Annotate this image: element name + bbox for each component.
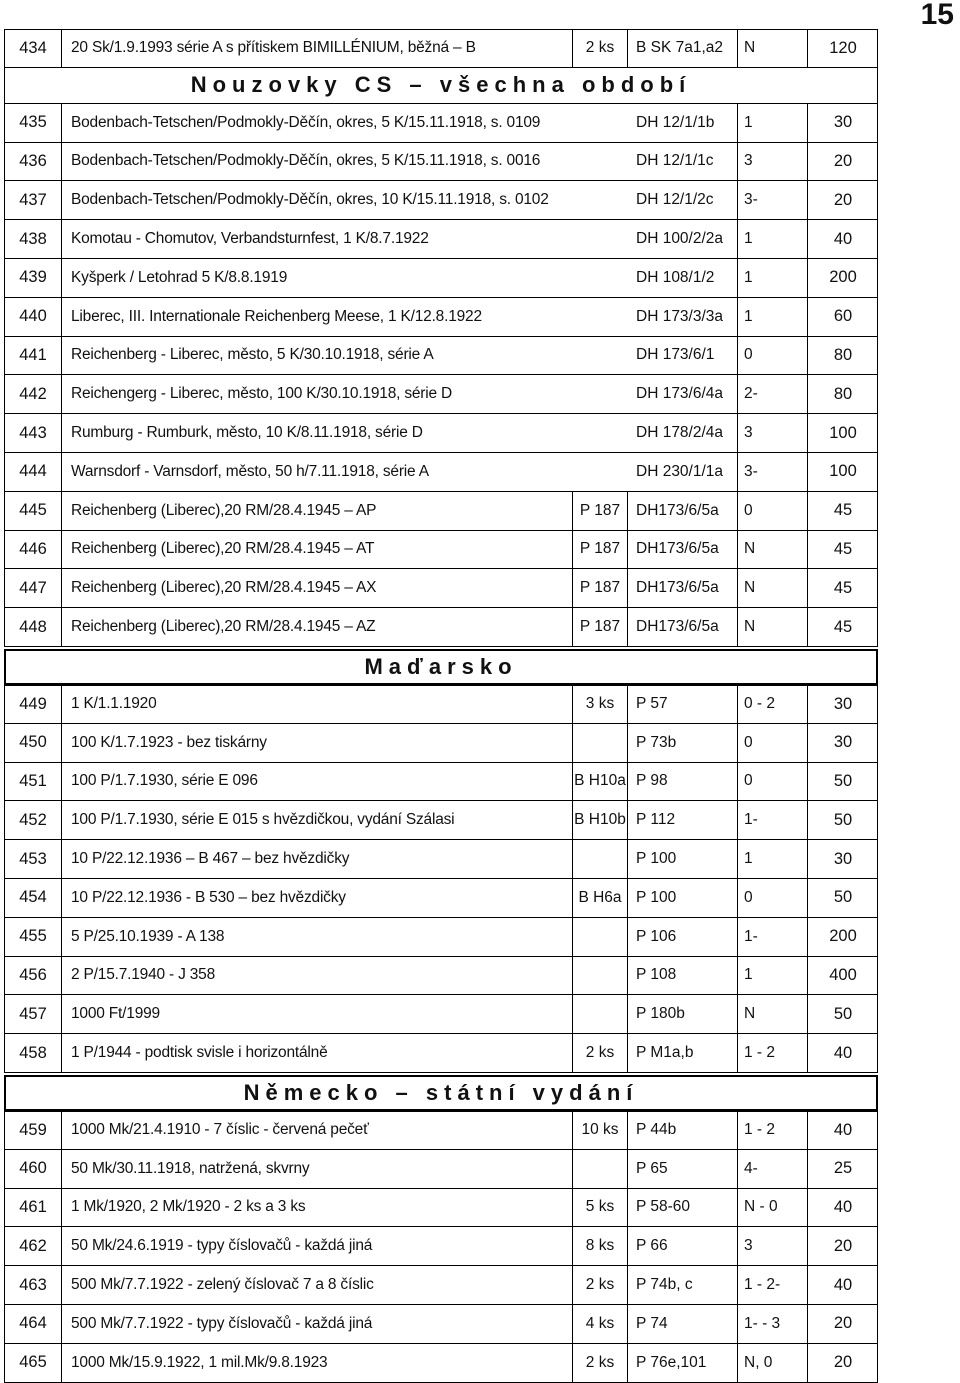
lot-number: 437 <box>5 181 62 219</box>
lot-number: 445 <box>5 492 62 530</box>
item-quantity: B H10a <box>572 763 628 801</box>
table-row <box>4 337 878 376</box>
table-row <box>4 879 878 918</box>
item-description: 100 P/1.7.1930, série E 015 s hvězdičkou, vydání Szálasi <box>71 811 455 829</box>
lot-number: 462 <box>5 1227 62 1265</box>
catalog-reference: P 57 <box>628 686 738 723</box>
item-quantity <box>572 918 628 956</box>
item-condition: 1 <box>738 298 808 336</box>
item-quantity: P 187 <box>572 531 628 569</box>
table-row <box>4 220 878 259</box>
item-description: 5 P/25.10.1939 - A 138 <box>71 927 225 945</box>
table-row <box>4 29 878 68</box>
item-quantity: 8 ks <box>572 1227 628 1265</box>
table-row <box>4 259 878 298</box>
catalog-reference: P 112 <box>628 801 738 839</box>
table-row <box>4 918 878 957</box>
item-condition: 1 <box>738 220 808 258</box>
item-description: Bodenbach-Tetschen/Podmokly-Děčín, okres, 5 K/15.11.1918, s. 0109 <box>71 113 541 131</box>
item-price: 100 <box>829 462 857 481</box>
item-condition: N <box>738 608 808 646</box>
item-price: 80 <box>833 384 853 403</box>
item-description: Rumburg - Rumburk, město, 10 K/8.11.1918, série D <box>71 424 423 442</box>
lot-number: 442 <box>5 375 62 413</box>
lot-number: 434 <box>5 30 62 67</box>
lot-number: 440 <box>5 298 62 336</box>
lot-number: 453 <box>5 840 62 878</box>
item-description: Reichenberg - Liberec, město, 5 K/30.10.1918, série A <box>71 346 434 364</box>
table-row <box>4 492 878 531</box>
catalog-reference: DH173/6/5a <box>628 492 738 530</box>
lot-number: 463 <box>5 1266 62 1304</box>
table-row <box>4 801 878 840</box>
item-description: 1 P/1944 - podtisk svisle i horizontálně <box>71 1044 328 1062</box>
item-quantity: 10 ks <box>572 1112 628 1149</box>
item-condition: 0 <box>738 724 808 762</box>
item-price: 400 <box>829 965 857 984</box>
item-condition: N <box>738 995 808 1033</box>
item-description: 1000 Mk/15.9.1922, 1 mil.Mk/9.8.1923 <box>71 1353 328 1371</box>
item-condition: 2- <box>738 375 808 413</box>
catalog-reference: P 100 <box>628 879 738 917</box>
catalog-reference: P 65 <box>628 1150 738 1188</box>
table-row <box>4 1189 878 1228</box>
table-row <box>4 1227 878 1266</box>
item-description: Reichenberg (Liberec),20 RM/28.4.1945 – AZ <box>71 618 376 636</box>
item-description: Liberec, III. Internationale Reichenberg Meese, 1 K/12.8.1922 <box>71 307 482 325</box>
item-condition: 4- <box>738 1150 808 1188</box>
item-price: 30 <box>833 849 853 868</box>
item-description: 500 Mk/7.7.1922 - typy číslovačů - každá jiná <box>71 1314 373 1332</box>
catalog-reference: P 66 <box>628 1227 738 1265</box>
item-description: 100 K/1.7.1923 - bez tiskárny <box>71 733 267 751</box>
item-condition: 1- <box>738 801 808 839</box>
catalog-reference: P 73b <box>628 724 738 762</box>
lot-number: 450 <box>5 724 62 762</box>
item-price: 80 <box>833 345 853 364</box>
item-quantity: 4 ks <box>572 1305 628 1343</box>
catalog-reference: DH 178/2/4a <box>628 414 738 452</box>
item-condition: 3- <box>738 181 808 219</box>
catalog-reference: P M1a,b <box>628 1034 738 1072</box>
item-condition: N <box>738 30 808 67</box>
section-heading: Německo – státní vydání <box>4 1075 878 1111</box>
lot-number: 456 <box>5 957 62 995</box>
lot-number: 439 <box>5 259 62 297</box>
lot-number: 460 <box>5 1150 62 1188</box>
item-description: Bodenbach-Tetschen/Podmokly-Děčín, okres, 5 K/15.11.1918, s. 0016 <box>71 152 541 170</box>
item-condition: 0 <box>738 337 808 375</box>
table-row <box>4 531 878 570</box>
table-row <box>4 1111 878 1150</box>
item-description: 50 Mk/30.11.1918, natržená, skvrny <box>71 1159 310 1177</box>
table-row <box>4 1034 878 1073</box>
item-description: Bodenbach-Tetschen/Podmokly-Děčín, okres, 10 K/15.11.1918, s. 0102 <box>71 191 549 209</box>
item-condition: 1 - 2- <box>738 1266 808 1304</box>
catalog-reference: DH173/6/5a <box>628 531 738 569</box>
item-quantity: P 187 <box>572 569 628 607</box>
item-description: Komotau - Chomutov, Verbandsturnfest, 1 K/8.7.1922 <box>71 230 429 248</box>
item-description: 1000 Ft/1999 <box>71 1005 160 1023</box>
lot-number: 459 <box>5 1112 62 1149</box>
item-quantity: 2 ks <box>572 1034 628 1072</box>
table-row <box>4 763 878 802</box>
catalog-reference: DH 100/2/2a <box>628 220 738 258</box>
item-description: Kyšperk / Letohrad 5 K/8.8.1919 <box>71 268 288 286</box>
item-description: Reichenberg (Liberec),20 RM/28.4.1945 – AT <box>71 540 375 558</box>
catalog-reference: P 106 <box>628 918 738 956</box>
item-description: 10 P/22.12.1936 – B 467 – bez hvězdičky <box>71 850 350 868</box>
item-price: 50 <box>833 810 853 829</box>
lot-number: 454 <box>5 879 62 917</box>
item-price: 45 <box>833 578 853 597</box>
lot-number: 446 <box>5 531 62 569</box>
item-price: 60 <box>833 307 853 326</box>
lot-number: 436 <box>5 143 62 181</box>
item-price: 30 <box>833 733 853 752</box>
table-row <box>4 104 878 143</box>
lot-number: 441 <box>5 337 62 375</box>
table-row <box>4 375 878 414</box>
section-heading: Nouzovky CS – všechna období <box>4 68 878 104</box>
lot-number: 443 <box>5 414 62 452</box>
item-description: 1 Mk/1920, 2 Mk/1920 - 2 ks a 3 ks <box>71 1198 306 1216</box>
table-row <box>4 414 878 453</box>
item-description: 1000 Mk/21.4.1910 - 7 číslic - červená pečeť <box>71 1121 369 1139</box>
item-condition: 1 - 2 <box>738 1034 808 1072</box>
item-price: 45 <box>833 539 853 558</box>
table-row <box>4 608 878 647</box>
item-description: 50 Mk/24.6.1919 - typy číslovačů - každá jiná <box>71 1237 373 1255</box>
table-row <box>4 453 878 492</box>
item-condition: N <box>738 569 808 607</box>
item-price: 20 <box>833 151 853 170</box>
lot-number: 435 <box>5 104 62 142</box>
catalog-reference: P 98 <box>628 763 738 801</box>
table-row <box>4 569 878 608</box>
lot-number: 464 <box>5 1305 62 1343</box>
item-price: 25 <box>833 1159 853 1178</box>
lot-number: 455 <box>5 918 62 956</box>
item-condition: 0 <box>738 879 808 917</box>
catalog-reference: DH 173/6/4a <box>628 375 738 413</box>
item-description: Reichengerg - Liberec, město, 100 K/30.10.1918, série D <box>71 385 453 403</box>
page-number: 15 <box>920 0 954 31</box>
catalog-reference: P 76e,101 <box>628 1344 738 1382</box>
table-row <box>4 143 878 182</box>
catalog-reference: B SK 7a1,a2 <box>628 30 738 67</box>
catalog-reference: P 58-60 <box>628 1189 738 1227</box>
item-quantity: 2 ks <box>572 1344 628 1382</box>
item-quantity: 2 ks <box>572 1266 628 1304</box>
catalog-reference: DH173/6/5a <box>628 569 738 607</box>
item-quantity: B H6a <box>572 879 628 917</box>
item-description: 500 Mk/7.7.1922 - zelený číslovač 7 a 8 číslic <box>71 1276 374 1293</box>
item-condition: N - 0 <box>738 1189 808 1227</box>
item-quantity: P 187 <box>572 492 628 530</box>
lot-number: 448 <box>5 608 62 646</box>
item-description: Warnsdorf - Varnsdorf, město, 50 h/7.11.1918, série A <box>71 462 429 480</box>
item-condition: 0 <box>738 492 808 530</box>
item-price: 100 <box>829 423 857 442</box>
item-price: 50 <box>833 771 853 790</box>
catalog-reference: DH 108/1/2 <box>628 259 738 297</box>
item-price: 120 <box>829 38 857 57</box>
catalog-reference: DH 12/1/1c <box>628 143 738 181</box>
item-price: 20 <box>833 1314 853 1333</box>
item-condition: 1 <box>738 957 808 995</box>
item-condition: 1 <box>738 259 808 297</box>
section-heading: Maďarsko <box>4 649 878 685</box>
item-condition: 1 - 2 <box>738 1112 808 1149</box>
catalog-table <box>4 29 878 1383</box>
item-price: 40 <box>833 1120 853 1139</box>
lot-number: 438 <box>5 220 62 258</box>
table-row <box>4 1305 878 1344</box>
catalog-reference: P 44b <box>628 1112 738 1149</box>
item-condition: N <box>738 531 808 569</box>
item-price: 45 <box>833 617 853 636</box>
lot-number: 449 <box>5 686 62 723</box>
item-condition: 3- <box>738 453 808 491</box>
item-quantity <box>572 1150 628 1188</box>
item-price: 30 <box>833 113 853 132</box>
item-quantity: B H10b <box>572 801 628 839</box>
lot-number: 447 <box>5 569 62 607</box>
table-row <box>4 724 878 763</box>
table-row <box>4 1150 878 1189</box>
item-description: Reichenberg (Liberec),20 RM/28.4.1945 – AP <box>71 501 377 519</box>
catalog-reference: DH 12/1/1b <box>628 104 738 142</box>
item-quantity: 5 ks <box>572 1189 628 1227</box>
lot-number: 457 <box>5 995 62 1033</box>
item-description: 1 K/1.1.1920 <box>71 695 157 713</box>
lot-number: 465 <box>5 1344 62 1382</box>
lot-number: 452 <box>5 801 62 839</box>
item-condition: N, 0 <box>738 1344 808 1382</box>
item-price: 50 <box>833 888 853 907</box>
catalog-reference: DH 173/3/3a <box>628 298 738 336</box>
item-condition: 1 <box>738 104 808 142</box>
item-price: 200 <box>829 268 857 287</box>
item-price: 20 <box>833 190 853 209</box>
item-condition: 1- <box>738 918 808 956</box>
table-row <box>4 840 878 879</box>
item-price: 40 <box>833 229 853 248</box>
table-row <box>4 1266 878 1305</box>
item-condition: 3 <box>738 414 808 452</box>
item-quantity <box>572 724 628 762</box>
item-price: 50 <box>833 1004 853 1023</box>
item-quantity <box>572 995 628 1033</box>
item-price: 20 <box>833 1236 853 1255</box>
lot-number: 461 <box>5 1189 62 1227</box>
item-price: 30 <box>833 694 853 713</box>
item-description: 10 P/22.12.1936 - B 530 – bez hvězdičky <box>71 888 346 906</box>
item-price: 45 <box>833 501 853 520</box>
lot-number: 444 <box>5 453 62 491</box>
catalog-reference: P 180b <box>628 995 738 1033</box>
item-condition: 3 <box>738 143 808 181</box>
lot-number: 451 <box>5 763 62 801</box>
table-row <box>4 685 878 724</box>
item-condition: 0 - 2 <box>738 686 808 723</box>
table-row <box>4 995 878 1034</box>
table-row <box>4 298 878 337</box>
item-price: 40 <box>833 1043 853 1062</box>
item-condition: 0 <box>738 763 808 801</box>
item-description: 20 Sk/1.9.1993 série A s přítiskem BIMILLÉNIUM, běžná – B <box>71 39 476 57</box>
item-description: Reichenberg (Liberec),20 RM/28.4.1945 – AX <box>71 579 377 597</box>
item-price: 20 <box>833 1353 853 1372</box>
catalog-reference: DH 12/1/2c <box>628 181 738 219</box>
catalog-reference: P 74b, c <box>628 1266 738 1304</box>
item-condition: 1 <box>738 840 808 878</box>
catalog-reference: P 100 <box>628 840 738 878</box>
lot-number: 458 <box>5 1034 62 1072</box>
table-row <box>4 181 878 220</box>
item-price: 40 <box>833 1197 853 1216</box>
catalog-reference: P 74 <box>628 1305 738 1343</box>
item-description: 100 P/1.7.1930, série E 096 <box>71 772 258 790</box>
item-quantity: 3 ks <box>572 686 628 723</box>
item-condition: 1- - 3 <box>738 1305 808 1343</box>
item-price: 40 <box>833 1275 853 1294</box>
item-description: 2 P/15.7.1940 - J 358 <box>71 966 216 984</box>
item-quantity: P 187 <box>572 608 628 646</box>
catalog-reference: P 108 <box>628 957 738 995</box>
table-row <box>4 957 878 996</box>
item-quantity <box>572 840 628 878</box>
catalog-reference: DH 230/1/1a <box>628 453 738 491</box>
catalog-reference: DH173/6/5a <box>628 608 738 646</box>
item-condition: 3 <box>738 1227 808 1265</box>
item-price: 200 <box>829 927 857 946</box>
catalog-reference: DH 173/6/1 <box>628 337 738 375</box>
item-quantity: 2 ks <box>572 30 628 67</box>
item-quantity <box>572 957 628 995</box>
